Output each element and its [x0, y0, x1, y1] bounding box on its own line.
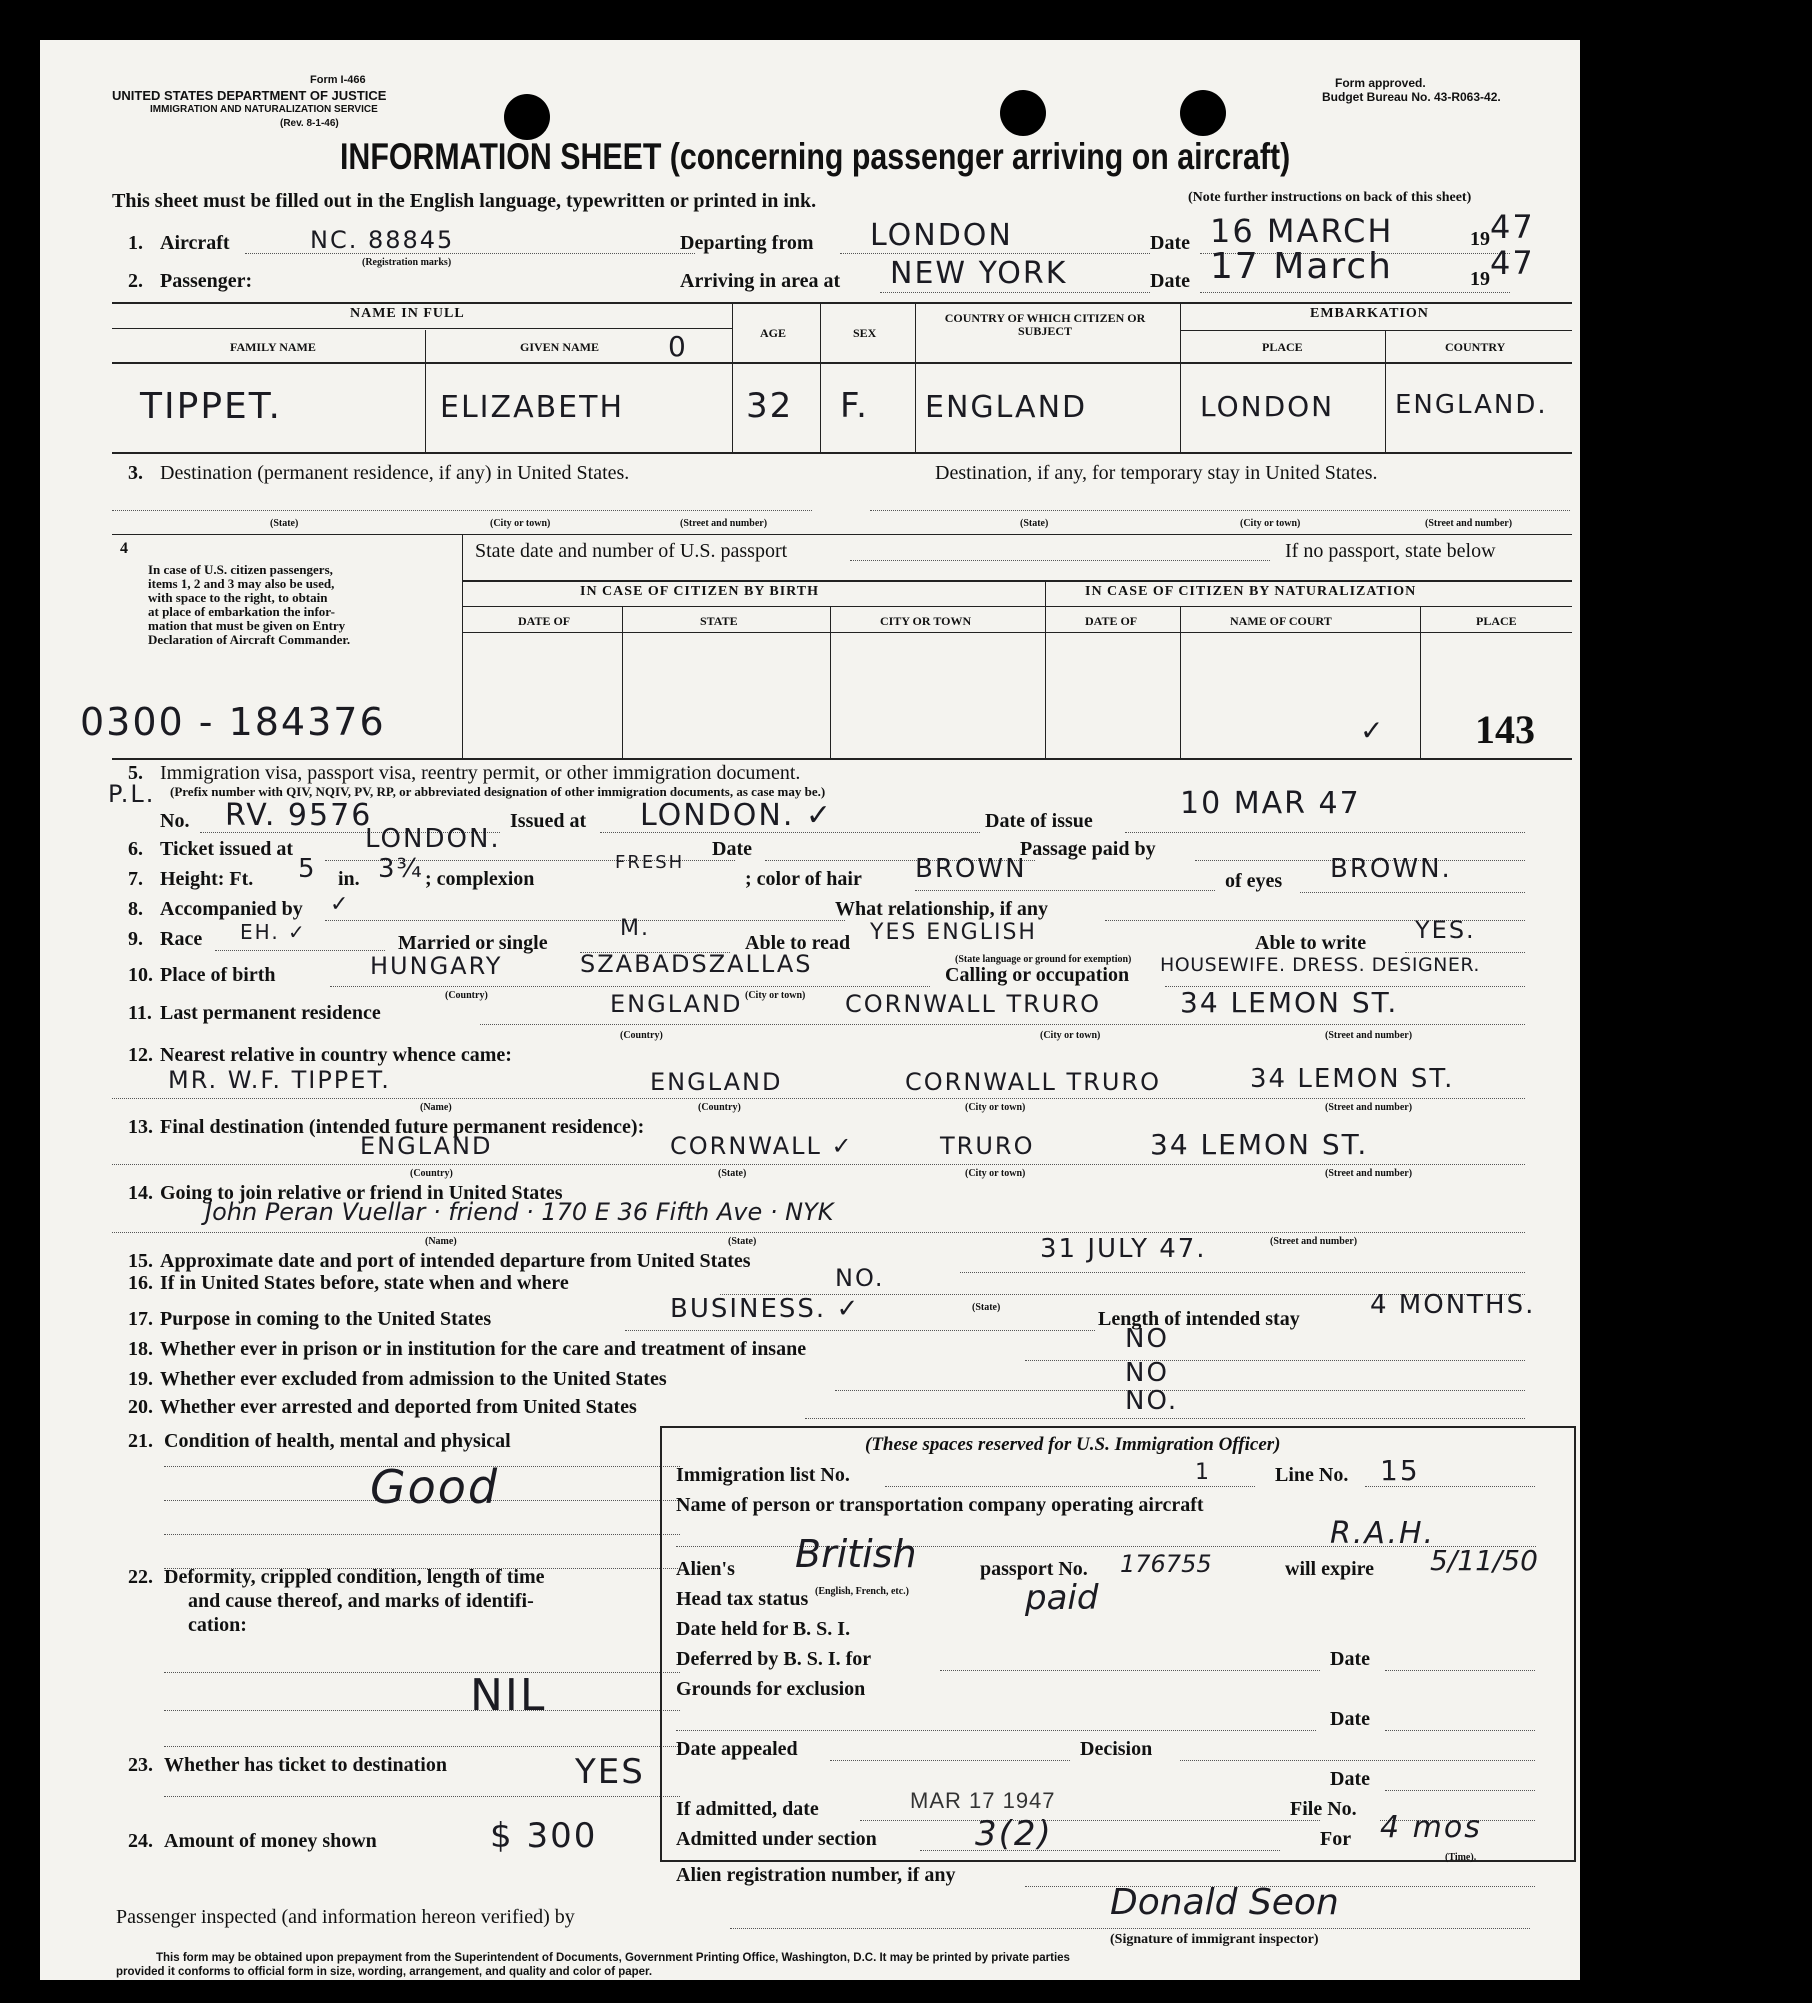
- document-prefix-note: (Prefix number with QIV, NQIV, PV, RP, or abbreviated designation of other immigration documents, as case may be.): [170, 784, 826, 799]
- item-number: 13.: [128, 1116, 153, 1138]
- state-sub: (State): [1020, 518, 1049, 529]
- item-number: 15.: [128, 1250, 153, 1272]
- item-number: 7.: [128, 868, 143, 890]
- prison-label: Whether ever in prison or in institution for the care and treatment of insane: [160, 1338, 807, 1360]
- handwritten-number: 0300 - 184376: [80, 700, 386, 744]
- nearest-relative-country: ENGLAND: [650, 1068, 783, 1096]
- age-value: 32: [746, 386, 794, 426]
- city-sub: (City or town): [965, 1168, 1026, 1179]
- join-relative-value: John Peran Vuellar · friend · 170 E 36 Fifth Ave · NYK: [205, 1198, 834, 1226]
- inspector-signature: Donald Seon: [1110, 1882, 1339, 1923]
- decision-label: Decision: [1080, 1738, 1153, 1760]
- passport-no-label: passport No.: [980, 1558, 1088, 1580]
- temporary-destination-label: Destination, if any, for temporary stay in United States.: [935, 462, 1378, 484]
- age-header: AGE: [760, 326, 787, 340]
- item-number: 12.: [128, 1044, 153, 1066]
- item-number: 18.: [128, 1338, 153, 1360]
- name-sub: (Name): [425, 1236, 457, 1247]
- us-citizen-note-1: In case of U.S. citizen passengers,: [148, 562, 333, 577]
- date-label: Date: [1150, 270, 1190, 292]
- item-number: 16.: [128, 1272, 153, 1294]
- passport-no-value: 176755: [1120, 1550, 1212, 1578]
- line-no-label: Line No.: [1275, 1464, 1349, 1486]
- last-residence-city: CORNWALL TRURO: [845, 990, 1101, 1018]
- street-sub: (Street and number): [1325, 1030, 1413, 1041]
- item-number: 21.: [128, 1430, 153, 1452]
- destination-label: Destination (permanent residence, if any) in United States.: [160, 462, 630, 484]
- street-sub: (Street and number): [1270, 1236, 1358, 1247]
- marital-status-label: Married or single: [398, 932, 548, 954]
- family-name-value: TIPPET.: [140, 386, 282, 427]
- eye-color-label: of eyes: [1225, 870, 1283, 892]
- accompanied-by-value: ✓: [330, 892, 351, 917]
- item-number: 14.: [128, 1182, 153, 1204]
- form-number: Form I-466: [310, 74, 366, 86]
- country-sub: (Country): [410, 1168, 453, 1179]
- last-residence-street: 34 LEMON ST.: [1180, 986, 1399, 1019]
- us-citizen-note-2: items 1, 2 and 3 may also be used,: [148, 576, 335, 591]
- final-destination-label: Final destination (intended future permanent residence):: [160, 1116, 645, 1138]
- line-no-value: 15: [1380, 1454, 1420, 1487]
- city-sub: (City or town): [1240, 518, 1301, 529]
- birth-town-value: SZABADSZALLAS: [580, 950, 813, 978]
- time-sub: (Time).: [1445, 1852, 1477, 1863]
- form-approved: Form approved.: [1335, 76, 1426, 90]
- aircraft-value: NC. 88845: [310, 226, 455, 254]
- birth-country-value: HUNGARY: [370, 952, 503, 980]
- item-number: 20.: [128, 1396, 153, 1418]
- service-line: IMMIGRATION AND NATURALIZATION SERVICE: [150, 104, 378, 115]
- immigration-officer-box: [660, 1426, 1576, 1862]
- officer-box-title: (These spaces reserved for U.S. Immigration Officer): [865, 1434, 1281, 1455]
- health-label: Condition of health, mental and physical: [164, 1430, 511, 1452]
- race-value: EH. ✓: [240, 920, 307, 944]
- passport-label: State date and number of U.S. passport: [475, 540, 788, 562]
- passage-paid-label: Passage paid by: [1020, 838, 1156, 860]
- date-of-header: DATE OF: [1085, 614, 1138, 628]
- fine-print-1: This form may be obtained upon prepayment from the Superintendent of Documents, Government Printing Office, Washington, D.C. It may be printed by private parties: [156, 1952, 1070, 1964]
- alien-nationality-sub: (English, French, etc.): [815, 1586, 909, 1597]
- last-residence-country: ENGLAND: [610, 990, 743, 1018]
- departing-value: LONDON: [870, 218, 1013, 253]
- budget-bureau-no: Budget Bureau No. 43-R063-42.: [1322, 90, 1501, 104]
- able-to-read-label: Able to read: [745, 932, 851, 954]
- state-sub: (State): [270, 518, 299, 529]
- street-sub: (Street and number): [680, 518, 768, 529]
- nearest-relative-city: CORNWALL TRURO: [905, 1068, 1161, 1096]
- nearest-relative-label: Nearest relative in country whence came:: [160, 1044, 512, 1066]
- city-sub: (City or town): [1040, 1030, 1101, 1041]
- departure-plan-label: Approximate date and port of intended departure from United States: [160, 1250, 751, 1272]
- given-name-value: ELIZABETH: [440, 390, 625, 425]
- deformity-label-1: Deformity, crippled condition, length of time: [164, 1566, 545, 1588]
- deported-label: Whether ever arrested and deported from United States: [160, 1396, 637, 1418]
- item-number: 2.: [128, 270, 143, 292]
- street-sub: (Street and number): [1325, 1102, 1413, 1113]
- aircraft-label: Aircraft: [160, 232, 230, 254]
- able-to-write-value: YES.: [1415, 916, 1476, 944]
- date-of-header: DATE OF: [518, 614, 571, 628]
- state-header: STATE: [700, 614, 738, 628]
- departing-label: Departing from: [680, 232, 814, 254]
- admitted-section-value: 3(2): [975, 1814, 1053, 1854]
- item-number: 8.: [128, 898, 143, 920]
- height-in-value: 3¾: [378, 854, 424, 884]
- final-destination-country: ENGLAND: [360, 1132, 493, 1160]
- item-number: 19.: [128, 1368, 153, 1390]
- head-tax-value: paid: [1025, 1578, 1099, 1618]
- registration-marks-sub: (Registration marks): [362, 257, 452, 268]
- sex-header: SEX: [853, 326, 877, 340]
- final-destination-street: 34 LEMON ST.: [1150, 1128, 1369, 1161]
- punch-hole: [1180, 90, 1226, 136]
- city-sub: (City or town): [965, 1102, 1026, 1113]
- purpose-label: Purpose in coming to the United States: [160, 1308, 492, 1330]
- immigration-document-label: Immigration visa, passport visa, reentry permit, or other immigration document.: [160, 762, 801, 784]
- date-of-issue-label: Date of issue: [985, 810, 1093, 832]
- deported-value: NO.: [1125, 1386, 1179, 1416]
- place-of-birth-label: Place of birth: [160, 964, 276, 986]
- departure-date-value: 16 MARCH: [1210, 212, 1394, 250]
- hair-color-label: ; color of hair: [745, 868, 862, 890]
- head-tax-label: Head tax status: [676, 1588, 809, 1610]
- item-number: 3.: [128, 462, 143, 484]
- previous-visit-value: NO.: [835, 1264, 885, 1292]
- complexion-value: FRESH: [615, 852, 685, 873]
- departure-year-value: 47: [1490, 208, 1535, 246]
- department-line: UNITED STATES DEPARTMENT OF JUSTICE: [112, 88, 387, 103]
- bsi-held-label: Date held for B. S. I.: [676, 1618, 851, 1640]
- admission-stamp: MAR 17 1947: [910, 1788, 1056, 1813]
- accompanied-by-label: Accompanied by: [160, 898, 303, 920]
- length-of-stay-value: 4 MONTHS.: [1370, 1290, 1536, 1320]
- citizen-by-birth-header: IN CASE OF CITIZEN BY BIRTH: [580, 584, 820, 599]
- state-sub: (State): [718, 1168, 747, 1179]
- money-shown-value: $ 300: [490, 1816, 598, 1856]
- citizenship-value: ENGLAND: [925, 390, 1088, 425]
- admitted-for-label: For: [1320, 1828, 1352, 1850]
- passenger-label: Passenger:: [160, 270, 253, 292]
- check-mark: ✓: [1360, 714, 1386, 747]
- issued-at-value: LONDON. ✓: [640, 798, 834, 833]
- punch-hole: [1000, 90, 1046, 136]
- occupation-label: Calling or occupation: [945, 964, 1130, 986]
- information-sheet: [40, 40, 1580, 1980]
- alien-label: Alien's: [676, 1558, 735, 1580]
- previous-visit-label: If in United States before, state when and where: [160, 1272, 569, 1294]
- document-no-label: No.: [160, 810, 190, 832]
- immigration-list-value: 1: [1195, 1460, 1211, 1485]
- ticket-date-label: Date: [712, 838, 752, 860]
- sex-value: F.: [840, 386, 869, 426]
- last-residence-label: Last permanent residence: [160, 1002, 381, 1024]
- name-in-full-header: NAME IN FULL: [350, 306, 465, 321]
- year-prefix: 19: [1470, 228, 1490, 250]
- deferred-date-label: Date: [1330, 1648, 1370, 1670]
- us-citizen-note-3: with space to the right, to obtain: [148, 590, 328, 605]
- complexion-label: ; complexion: [425, 868, 535, 890]
- read-language-sub: (State language or ground for exemption): [955, 954, 1132, 965]
- decision-date-label: Date: [1330, 1768, 1370, 1790]
- punch-hole: [504, 94, 550, 140]
- revision: (Rev. 8-1-46): [280, 118, 339, 129]
- ticket-issued-label: Ticket issued at: [160, 838, 293, 860]
- arrival-year-value: 47: [1490, 244, 1535, 282]
- final-destination-city: TRURO: [940, 1132, 1035, 1160]
- occupation-value: HOUSEWIFE. DRESS. DESIGNER.: [1160, 954, 1480, 976]
- date-of-issue-value: 10 MAR 47: [1180, 786, 1361, 821]
- nearest-relative-street: 34 LEMON ST.: [1250, 1064, 1455, 1094]
- place-header: PLACE: [1476, 614, 1517, 628]
- item-number: 23.: [128, 1754, 153, 1776]
- country-sub: (Country): [620, 1030, 663, 1041]
- hair-color-value: BROWN: [915, 854, 1027, 884]
- item-number: 11.: [128, 1002, 152, 1024]
- passport-expire-label: will expire: [1285, 1558, 1375, 1580]
- embarkation-place-header: PLACE: [1262, 340, 1303, 354]
- final-destination-state: CORNWALL ✓: [670, 1132, 854, 1160]
- country-sub: (Country): [698, 1102, 741, 1113]
- us-citizen-note-4: at place of embarkation the infor-: [148, 604, 335, 619]
- us-citizen-note-5: mation that must be given on Entry: [148, 618, 346, 633]
- eye-color-value: BROWN.: [1330, 854, 1452, 884]
- signature-caption: (Signature of immigrant inspector): [1110, 1932, 1319, 1947]
- ticket-to-destination-value: YES: [575, 1752, 645, 1792]
- arrival-date-value: 17 March: [1210, 246, 1393, 287]
- item-number: 10.: [128, 964, 153, 986]
- item-number: 4: [120, 540, 128, 557]
- able-to-write-label: Able to write: [1255, 932, 1367, 954]
- embarkation-place-value: LONDON: [1200, 390, 1335, 423]
- marital-status-value: M.: [620, 916, 650, 941]
- given-name-header: GIVEN NAME: [520, 340, 600, 354]
- fine-print-2: provided it conforms to official form in size, wording, arrangement, and quality and color of paper.: [116, 1966, 653, 1978]
- form-title: INFORMATION SHEET (concerning passenger arriving on aircraft): [340, 136, 1291, 177]
- height-ft-value: 5: [298, 854, 317, 884]
- item-number: 24.: [128, 1830, 153, 1852]
- arriving-label: Arriving in area at: [680, 270, 841, 292]
- alien-registration-label: Alien registration number, if any: [676, 1864, 956, 1886]
- item-number: 9.: [128, 928, 143, 950]
- exclusion-grounds-label: Grounds for exclusion: [676, 1678, 866, 1700]
- country-header: COUNTRY OF WHICH CITIZEN OR SUBJECT: [944, 311, 1146, 338]
- deformity-label-3: cation:: [188, 1614, 247, 1636]
- year-prefix: 19: [1470, 268, 1490, 290]
- departure-plan-value: 31 JULY 47.: [1040, 1234, 1207, 1264]
- join-relative-label: Going to join relative or friend in United States: [160, 1182, 563, 1204]
- health-value: Good: [370, 1460, 500, 1514]
- arriving-value: NEW YORK: [890, 256, 1068, 291]
- item-number: 22.: [128, 1566, 153, 1588]
- height-ft-label: Height: Ft.: [160, 868, 254, 890]
- date-appealed-label: Date appealed: [676, 1738, 798, 1760]
- name-of-court-header: NAME OF COURT: [1230, 614, 1332, 628]
- name-sub: (Name): [420, 1102, 452, 1113]
- ticket-issued-value: LONDON.: [365, 824, 501, 854]
- race-label: Race: [160, 928, 203, 950]
- instruction-note: (Note further instructions on back of this sheet): [1188, 190, 1472, 205]
- no-passport-label: If no passport, state below: [1285, 540, 1496, 562]
- able-to-read-value: YES ENGLISH: [870, 920, 1037, 945]
- immigration-list-label: Immigration list No.: [676, 1464, 850, 1486]
- excluded-label: Whether ever excluded from admission to the United States: [160, 1368, 667, 1390]
- transport-company-label: Name of person or transportation company operating aircraft: [676, 1494, 1204, 1516]
- alien-nationality-value: British: [795, 1532, 917, 1576]
- street-sub: (Street and number): [1425, 518, 1513, 529]
- margin-mark: P.L.: [108, 780, 156, 808]
- date-label: Date: [1150, 232, 1190, 254]
- embarkation-country-header: COUNTRY: [1445, 340, 1506, 354]
- issued-at-label: Issued at: [510, 810, 587, 832]
- excluded-value: NO: [1125, 1358, 1169, 1388]
- ticket-to-destination-label: Whether has ticket to destination: [164, 1754, 447, 1776]
- length-of-stay-label: Length of intended stay: [1098, 1308, 1300, 1330]
- relationship-label: What relationship, if any: [835, 898, 1048, 920]
- prison-value: NO: [1125, 1324, 1169, 1354]
- street-sub: (Street and number): [1325, 1168, 1413, 1179]
- nearest-relative-name: MR. W.F. TIPPET.: [168, 1066, 391, 1094]
- deformity-value: NIL: [470, 1670, 547, 1721]
- family-name-header: FAMILY NAME: [230, 340, 316, 354]
- admitted-date-label: If admitted, date: [676, 1798, 819, 1820]
- admitted-section-label: Admitted under section: [676, 1828, 877, 1850]
- item-number: 1.: [128, 232, 143, 254]
- officer-initials: R.A.H.: [1330, 1516, 1436, 1551]
- country-sub: (Country): [445, 990, 488, 1001]
- exclusion-date-label: Date: [1330, 1708, 1370, 1730]
- purpose-value: BUSINESS. ✓: [670, 1294, 861, 1324]
- city-sub: (City or town): [490, 518, 551, 529]
- money-shown-label: Amount of money shown: [164, 1830, 377, 1852]
- deferred-label: Deferred by B. S. I. for: [676, 1648, 872, 1670]
- embarkation-header: EMBARKATION: [1310, 306, 1429, 321]
- passport-expire-value: 5/11/50: [1430, 1544, 1538, 1577]
- admitted-for-value: 4 mos: [1380, 1810, 1482, 1845]
- city-or-town-header: CITY OR TOWN: [880, 614, 972, 628]
- embarkation-country-value: ENGLAND.: [1395, 390, 1548, 420]
- instruction-text: This sheet must be filled out in the English language, typewritten or printed in ink.: [112, 190, 817, 212]
- us-citizen-note-6: Declaration of Aircraft Commander.: [148, 632, 351, 647]
- stamp-number: 143: [1475, 707, 1535, 752]
- given-name-mark: 0: [668, 330, 688, 363]
- state-sub: (State): [972, 1302, 1001, 1313]
- city-sub: (City or town): [745, 990, 806, 1001]
- height-in-label: in.: [338, 868, 360, 890]
- item-number: 5.: [128, 762, 143, 784]
- state-sub: (State): [728, 1236, 757, 1247]
- file-no-label: File No.: [1290, 1798, 1357, 1820]
- citizen-by-naturalization-header: IN CASE OF CITIZEN BY NATURALIZATION: [1085, 584, 1417, 599]
- deformity-label-2: and cause thereof, and marks of identifi-: [188, 1590, 534, 1612]
- inspected-by-label: Passenger inspected (and information hereon verified) by: [116, 1906, 575, 1928]
- item-number: 17.: [128, 1308, 153, 1330]
- document-no-value: RV. 9576: [225, 798, 373, 833]
- item-number: 6.: [128, 838, 143, 860]
